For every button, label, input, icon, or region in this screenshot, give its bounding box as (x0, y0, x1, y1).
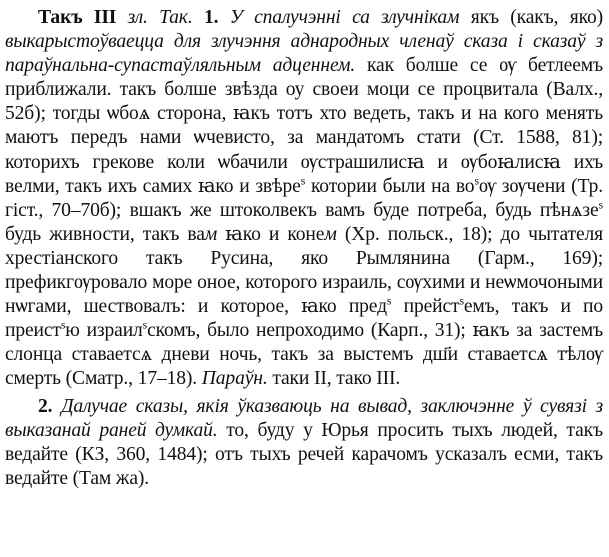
parallels-label: Параўн. (201, 368, 268, 390)
superscript-mark: s (300, 174, 306, 188)
quote-segment: прейст (391, 296, 460, 318)
headword: Такъ III (38, 7, 117, 28)
italic-letter: м (324, 223, 337, 245)
quote-segment: котории были на во (310, 175, 475, 197)
dictionary-entry-sense-1 (5, 6, 603, 392)
sense-1-definition: У спалучэнні са злучнікам (229, 7, 460, 28)
dictionary-entry-sense-2 (5, 395, 603, 491)
superscript-mark: s (386, 294, 392, 308)
conjunction-forms: якъ (какъ, яко) (470, 7, 604, 28)
sense-1-definition-cont: выкарыстоўваецца для злучэння аднародных членаў сказа і сказаў з параўнальна-супастаўляльным адценнем. (5, 31, 603, 77)
quote-segment: скомъ, было непроходимо (Карп., 31); ꙗкъ за застемъ слонца ставаетсѧ дневи ночь, такъ за выстемъ дш҃и ставаетсѧ тѣлѹ смерть (Сматр., 17–18). (5, 320, 603, 390)
superscript-mark: s (60, 318, 66, 332)
superscript-mark: s (598, 198, 603, 212)
superscript-mark: s (142, 318, 148, 332)
quote-segment: как болше се ѹ бетлеемъ приближали. такъ болше звѣзда оу своеи моци се процвитала (Валх., 52б); тогды ѡбоѧ сторона, ꙗкъ тотъ хто ведеть, такъ и на кого менять маютъ передъ нами ѡчевисто, за мандатомъ стати (Ст. 1588, 81); которихъ грекове коли ѡбачили ѹстрашилисꙗ и ѹбоꙗлисꙗ ихъ велми, такъ ихъ самих ꙗко и звѣре (5, 55, 604, 197)
superscript-mark: s (474, 174, 479, 188)
sense-2-quotes: то, буду у Юрья просить тыхъ людей, такъ ведайте (КЗ, 360, 1484); отъ тыхъ речей карачомъ усказалъ есми, такъ ведайте (Там жа). (5, 419, 603, 489)
quote-segment: ѹ зѹчени (Тр. гіст., 70–70б); вшакъ же штоколвекъ вамъ буде потреба, будь пѣнѧзе (5, 175, 604, 221)
grammar-note: зл. Так. (127, 7, 193, 28)
sense-number-1: 1. (203, 7, 219, 28)
italic-letter: м (204, 223, 218, 245)
sense-2-definition: Далучае сказы, якія ўказваюць на вывад, заключэнне ў сувязі з выказанай раней думкай. (5, 395, 603, 441)
quote-segment: ꙗко и коне (217, 223, 325, 245)
quote-segment: емъ, такъ и по преист (5, 296, 604, 342)
quote-segment: будь живности, такъ ва (5, 223, 205, 245)
sense-number-2: 2. (38, 395, 53, 417)
quote-segment: ю израил (65, 320, 143, 342)
superscript-mark: s (459, 294, 464, 308)
quote-segment: (Хр. польск., 18); до чытателя хрестіанского такъ Русина, яко Рымлянина (Гарм., 169); префикгѹровало море оное, которого израиль, сѹхими и неѡмочоными нѡгами, шествовалъ: и которое, ꙗко пред (5, 223, 603, 318)
parallels-list: таки II, тако III. (272, 368, 401, 390)
